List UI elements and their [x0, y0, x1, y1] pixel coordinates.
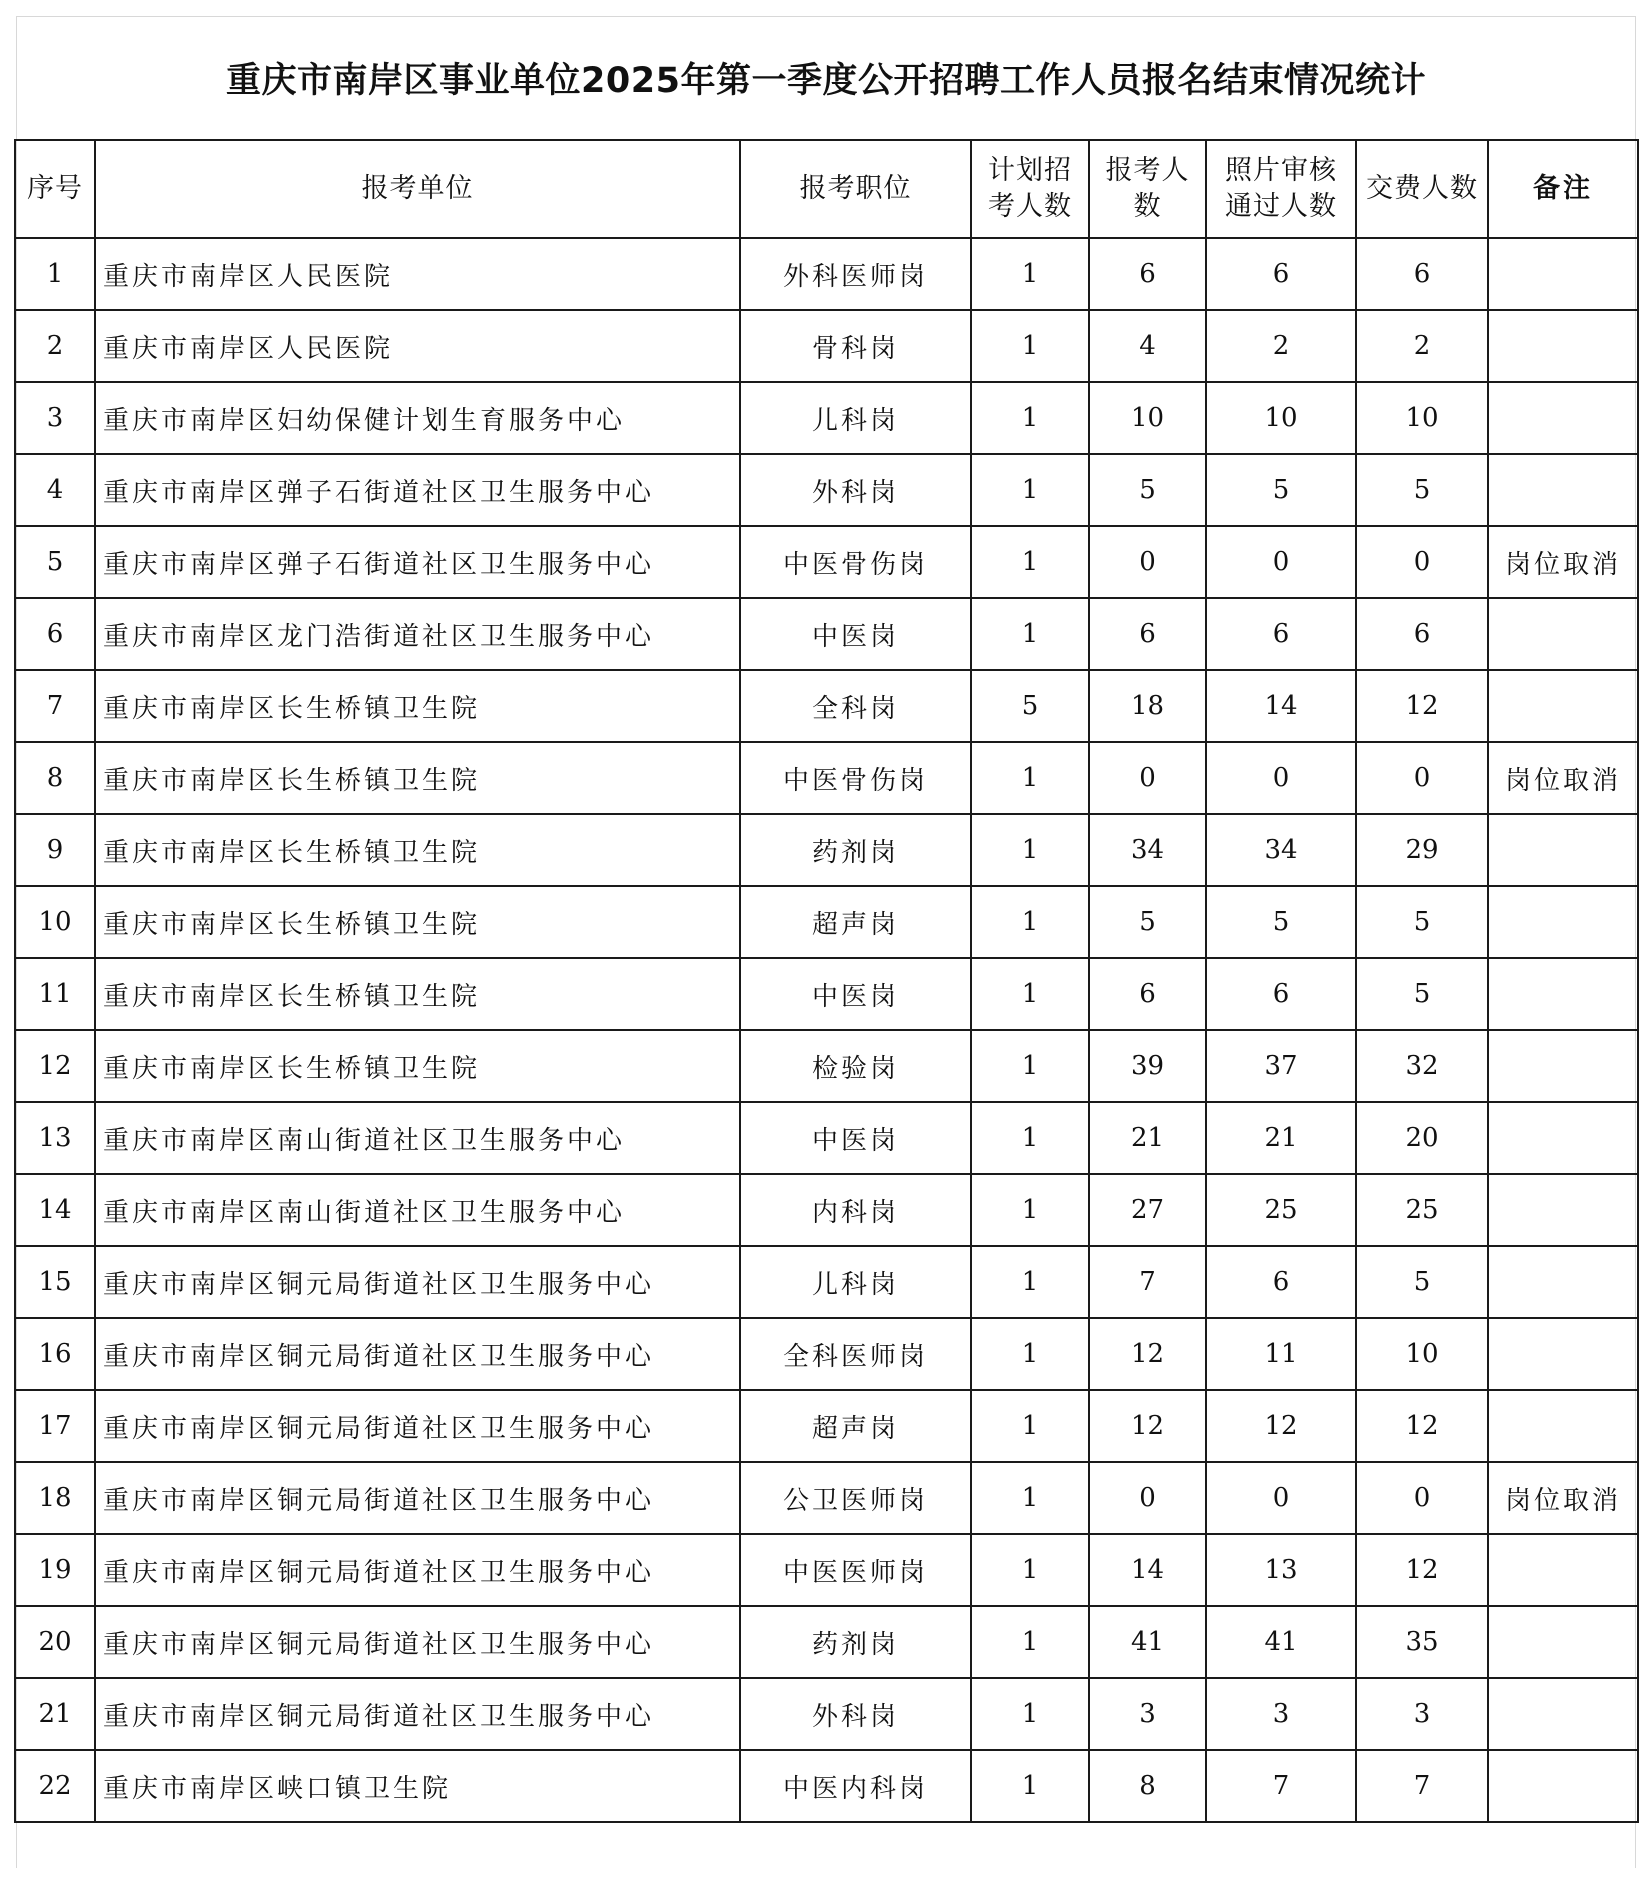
cell-photo-approved: 6	[1206, 958, 1356, 1030]
cell-note	[1488, 382, 1638, 454]
cell-applicants: 4	[1089, 310, 1206, 382]
cell-planned: 1	[971, 1534, 1089, 1606]
cell-note	[1488, 1390, 1638, 1462]
cell-unit: 重庆市南岸区铜元局街道社区卫生服务中心	[95, 1462, 740, 1534]
table-row	[15, 1246, 1638, 1318]
registration-statistics-table	[14, 139, 1639, 1823]
header-applicants-line1: 报考人	[1105, 155, 1190, 186]
cell-planned: 1	[971, 886, 1089, 958]
cell-planned: 1	[971, 1102, 1089, 1174]
cell-planned: 1	[971, 238, 1089, 310]
cell-applicants: 41	[1089, 1606, 1206, 1678]
cell-planned: 1	[971, 526, 1089, 598]
cell-position: 中医岗	[740, 598, 971, 670]
cell-planned: 5	[971, 670, 1089, 742]
cell-applicants: 5	[1089, 454, 1206, 526]
cell-position: 药剂岗	[740, 814, 971, 886]
cell-photo-approved: 3	[1206, 1678, 1356, 1750]
cell-note	[1488, 886, 1638, 958]
cell-note	[1488, 1534, 1638, 1606]
cell-paid: 20	[1356, 1102, 1488, 1174]
cell-paid: 12	[1356, 670, 1488, 742]
cell-photo-approved: 12	[1206, 1390, 1356, 1462]
cell-no: 15	[15, 1246, 95, 1318]
cell-paid: 10	[1356, 1318, 1488, 1390]
table-row	[15, 238, 1638, 310]
cell-photo-approved: 0	[1206, 1462, 1356, 1534]
table-row	[15, 958, 1638, 1030]
cell-applicants: 5	[1089, 886, 1206, 958]
table-row	[15, 814, 1638, 886]
cell-applicants: 34	[1089, 814, 1206, 886]
cell-planned: 1	[971, 1462, 1089, 1534]
table-row	[15, 1030, 1638, 1102]
cell-no: 1	[15, 238, 95, 310]
cell-planned: 1	[971, 1030, 1089, 1102]
table-row	[15, 1462, 1638, 1534]
cell-planned: 1	[971, 742, 1089, 814]
cell-paid: 0	[1356, 526, 1488, 598]
table-row	[15, 1174, 1638, 1246]
cell-paid: 6	[1356, 598, 1488, 670]
cell-position: 药剂岗	[740, 1606, 971, 1678]
cell-no: 18	[15, 1462, 95, 1534]
cell-no: 19	[15, 1534, 95, 1606]
cell-photo-approved: 25	[1206, 1174, 1356, 1246]
cell-unit: 重庆市南岸区长生桥镇卫生院	[95, 670, 740, 742]
cell-position: 中医岗	[740, 1102, 971, 1174]
header-photo-line2: 通过人数	[1225, 191, 1337, 222]
cell-paid: 25	[1356, 1174, 1488, 1246]
table-row	[15, 1390, 1638, 1462]
table-row	[15, 1318, 1638, 1390]
cell-planned: 1	[971, 1318, 1089, 1390]
header-no: 序号	[15, 140, 95, 238]
cell-paid: 5	[1356, 958, 1488, 1030]
header-planned-line2: 考人数	[988, 191, 1072, 222]
header-planned-line1: 计划招	[988, 155, 1072, 186]
cell-paid: 0	[1356, 742, 1488, 814]
cell-unit: 重庆市南岸区长生桥镇卫生院	[95, 814, 740, 886]
table-row	[15, 1750, 1638, 1822]
cell-position: 中医内科岗	[740, 1750, 971, 1822]
cell-note: 岗位取消	[1488, 742, 1638, 814]
cell-photo-approved: 6	[1206, 238, 1356, 310]
cell-unit: 重庆市南岸区人民医院	[95, 310, 740, 382]
table-body	[15, 238, 1638, 1822]
cell-position: 儿科岗	[740, 1246, 971, 1318]
cell-applicants: 3	[1089, 1678, 1206, 1750]
cell-photo-approved: 6	[1206, 598, 1356, 670]
cell-planned: 1	[971, 454, 1089, 526]
cell-position: 中医医师岗	[740, 1534, 971, 1606]
header-note: 备注	[1488, 140, 1638, 238]
cell-unit: 重庆市南岸区铜元局街道社区卫生服务中心	[95, 1390, 740, 1462]
cell-paid: 7	[1356, 1750, 1488, 1822]
cell-note	[1488, 454, 1638, 526]
cell-photo-approved: 5	[1206, 454, 1356, 526]
cell-unit: 重庆市南岸区峡口镇卫生院	[95, 1750, 740, 1822]
cell-no: 20	[15, 1606, 95, 1678]
cell-paid: 10	[1356, 382, 1488, 454]
table-row	[15, 1102, 1638, 1174]
cell-no: 4	[15, 454, 95, 526]
header-photo-line1: 照片审核	[1225, 155, 1337, 186]
cell-note	[1488, 238, 1638, 310]
cell-no: 11	[15, 958, 95, 1030]
cell-applicants: 8	[1089, 1750, 1206, 1822]
table-row	[15, 598, 1638, 670]
cell-planned: 1	[971, 1750, 1089, 1822]
cell-no: 2	[15, 310, 95, 382]
cell-planned: 1	[971, 1246, 1089, 1318]
cell-unit: 重庆市南岸区铜元局街道社区卫生服务中心	[95, 1606, 740, 1678]
document-title: 重庆市南岸区事业单位2025年第一季度公开招聘工作人员报名结束情况统计	[226, 61, 1426, 101]
cell-applicants: 0	[1089, 742, 1206, 814]
cell-applicants: 12	[1089, 1390, 1206, 1462]
cell-planned: 1	[971, 598, 1089, 670]
table-row	[15, 1606, 1638, 1678]
cell-unit: 重庆市南岸区铜元局街道社区卫生服务中心	[95, 1534, 740, 1606]
cell-applicants: 7	[1089, 1246, 1206, 1318]
cell-unit: 重庆市南岸区弹子石街道社区卫生服务中心	[95, 454, 740, 526]
cell-position: 检验岗	[740, 1030, 971, 1102]
cell-photo-approved: 5	[1206, 886, 1356, 958]
cell-applicants: 21	[1089, 1102, 1206, 1174]
cell-photo-approved: 0	[1206, 742, 1356, 814]
cell-position: 公卫医师岗	[740, 1462, 971, 1534]
cell-unit: 重庆市南岸区弹子石街道社区卫生服务中心	[95, 526, 740, 598]
cell-planned: 1	[971, 958, 1089, 1030]
table-row	[15, 382, 1638, 454]
table-row	[15, 1678, 1638, 1750]
cell-applicants: 10	[1089, 382, 1206, 454]
cell-unit: 重庆市南岸区长生桥镇卫生院	[95, 958, 740, 1030]
cell-unit: 重庆市南岸区铜元局街道社区卫生服务中心	[95, 1318, 740, 1390]
cell-photo-approved: 0	[1206, 526, 1356, 598]
cell-paid: 6	[1356, 238, 1488, 310]
cell-unit: 重庆市南岸区南山街道社区卫生服务中心	[95, 1102, 740, 1174]
cell-planned: 1	[971, 1390, 1089, 1462]
cell-position: 骨科岗	[740, 310, 971, 382]
header-applicants	[1089, 140, 1206, 238]
cell-note	[1488, 814, 1638, 886]
table-row	[15, 310, 1638, 382]
cell-no: 6	[15, 598, 95, 670]
cell-applicants: 0	[1089, 526, 1206, 598]
cell-applicants: 0	[1089, 1462, 1206, 1534]
cell-applicants: 39	[1089, 1030, 1206, 1102]
cell-applicants: 12	[1089, 1318, 1206, 1390]
cell-planned: 1	[971, 382, 1089, 454]
cell-planned: 1	[971, 1678, 1089, 1750]
table-row	[15, 742, 1638, 814]
cell-paid: 29	[1356, 814, 1488, 886]
cell-photo-approved: 2	[1206, 310, 1356, 382]
cell-planned: 1	[971, 1606, 1089, 1678]
cell-no: 8	[15, 742, 95, 814]
cell-photo-approved: 10	[1206, 382, 1356, 454]
cell-note	[1488, 1606, 1638, 1678]
cell-photo-approved: 21	[1206, 1102, 1356, 1174]
table-row	[15, 886, 1638, 958]
cell-position: 中医骨伤岗	[740, 742, 971, 814]
cell-paid: 5	[1356, 1246, 1488, 1318]
cell-note	[1488, 1174, 1638, 1246]
cell-paid: 12	[1356, 1534, 1488, 1606]
cell-photo-approved: 34	[1206, 814, 1356, 886]
cell-unit: 重庆市南岸区妇幼保健计划生育服务中心	[95, 382, 740, 454]
header-unit: 报考单位	[95, 140, 740, 238]
cell-paid: 0	[1356, 1462, 1488, 1534]
cell-note	[1488, 598, 1638, 670]
cell-no: 12	[15, 1030, 95, 1102]
table-header-row	[15, 140, 1638, 238]
cell-note	[1488, 1246, 1638, 1318]
cell-applicants: 14	[1089, 1534, 1206, 1606]
cell-no: 14	[15, 1174, 95, 1246]
cell-unit: 重庆市南岸区长生桥镇卫生院	[95, 886, 740, 958]
table-row	[15, 670, 1638, 742]
cell-paid: 12	[1356, 1390, 1488, 1462]
header-photo-approved	[1206, 140, 1356, 238]
cell-note	[1488, 1030, 1638, 1102]
cell-applicants: 27	[1089, 1174, 1206, 1246]
cell-no: 3	[15, 382, 95, 454]
cell-note	[1488, 310, 1638, 382]
cell-photo-approved: 14	[1206, 670, 1356, 742]
cell-planned: 1	[971, 310, 1089, 382]
cell-position: 儿科岗	[740, 382, 971, 454]
cell-paid: 5	[1356, 886, 1488, 958]
cell-position: 外科岗	[740, 454, 971, 526]
table-row	[15, 526, 1638, 598]
cell-unit: 重庆市南岸区人民医院	[95, 238, 740, 310]
cell-planned: 1	[971, 814, 1089, 886]
cell-paid: 5	[1356, 454, 1488, 526]
cell-no: 16	[15, 1318, 95, 1390]
cell-applicants: 6	[1089, 238, 1206, 310]
cell-position: 超声岗	[740, 1390, 971, 1462]
cell-note	[1488, 1750, 1638, 1822]
cell-no: 10	[15, 886, 95, 958]
cell-paid: 35	[1356, 1606, 1488, 1678]
cell-photo-approved: 7	[1206, 1750, 1356, 1822]
cell-position: 全科岗	[740, 670, 971, 742]
cell-position: 内科岗	[740, 1174, 971, 1246]
cell-no: 21	[15, 1678, 95, 1750]
cell-photo-approved: 11	[1206, 1318, 1356, 1390]
cell-applicants: 18	[1089, 670, 1206, 742]
cell-position: 超声岗	[740, 886, 971, 958]
cell-no: 13	[15, 1102, 95, 1174]
cell-applicants: 6	[1089, 958, 1206, 1030]
cell-photo-approved: 13	[1206, 1534, 1356, 1606]
cell-no: 9	[15, 814, 95, 886]
header-position: 报考职位	[740, 140, 971, 238]
cell-unit: 重庆市南岸区南山街道社区卫生服务中心	[95, 1174, 740, 1246]
header-paid: 交费人数	[1356, 140, 1488, 238]
cell-planned: 1	[971, 1174, 1089, 1246]
cell-no: 17	[15, 1390, 95, 1462]
cell-note	[1488, 1318, 1638, 1390]
table-row	[15, 454, 1638, 526]
cell-no: 5	[15, 526, 95, 598]
cell-note	[1488, 1678, 1638, 1750]
cell-paid: 32	[1356, 1030, 1488, 1102]
cell-position: 外科医师岗	[740, 238, 971, 310]
cell-no: 22	[15, 1750, 95, 1822]
cell-position: 全科医师岗	[740, 1318, 971, 1390]
cell-unit: 重庆市南岸区龙门浩街道社区卫生服务中心	[95, 598, 740, 670]
cell-position: 中医骨伤岗	[740, 526, 971, 598]
cell-note: 岗位取消	[1488, 1462, 1638, 1534]
header-planned	[971, 140, 1089, 238]
cell-unit: 重庆市南岸区长生桥镇卫生院	[95, 1030, 740, 1102]
cell-unit: 重庆市南岸区铜元局街道社区卫生服务中心	[95, 1678, 740, 1750]
cell-unit: 重庆市南岸区长生桥镇卫生院	[95, 742, 740, 814]
cell-paid: 2	[1356, 310, 1488, 382]
cell-photo-approved: 6	[1206, 1246, 1356, 1318]
cell-position: 中医岗	[740, 958, 971, 1030]
cell-position: 外科岗	[740, 1678, 971, 1750]
cell-no: 7	[15, 670, 95, 742]
cell-photo-approved: 37	[1206, 1030, 1356, 1102]
cell-unit: 重庆市南岸区铜元局街道社区卫生服务中心	[95, 1246, 740, 1318]
cell-note	[1488, 670, 1638, 742]
table-row	[15, 1534, 1638, 1606]
cell-paid: 3	[1356, 1678, 1488, 1750]
cell-photo-approved: 41	[1206, 1606, 1356, 1678]
cell-applicants: 6	[1089, 598, 1206, 670]
cell-note	[1488, 1102, 1638, 1174]
header-applicants-line2: 数	[1133, 191, 1162, 222]
cell-note: 岗位取消	[1488, 526, 1638, 598]
cell-note	[1488, 958, 1638, 1030]
